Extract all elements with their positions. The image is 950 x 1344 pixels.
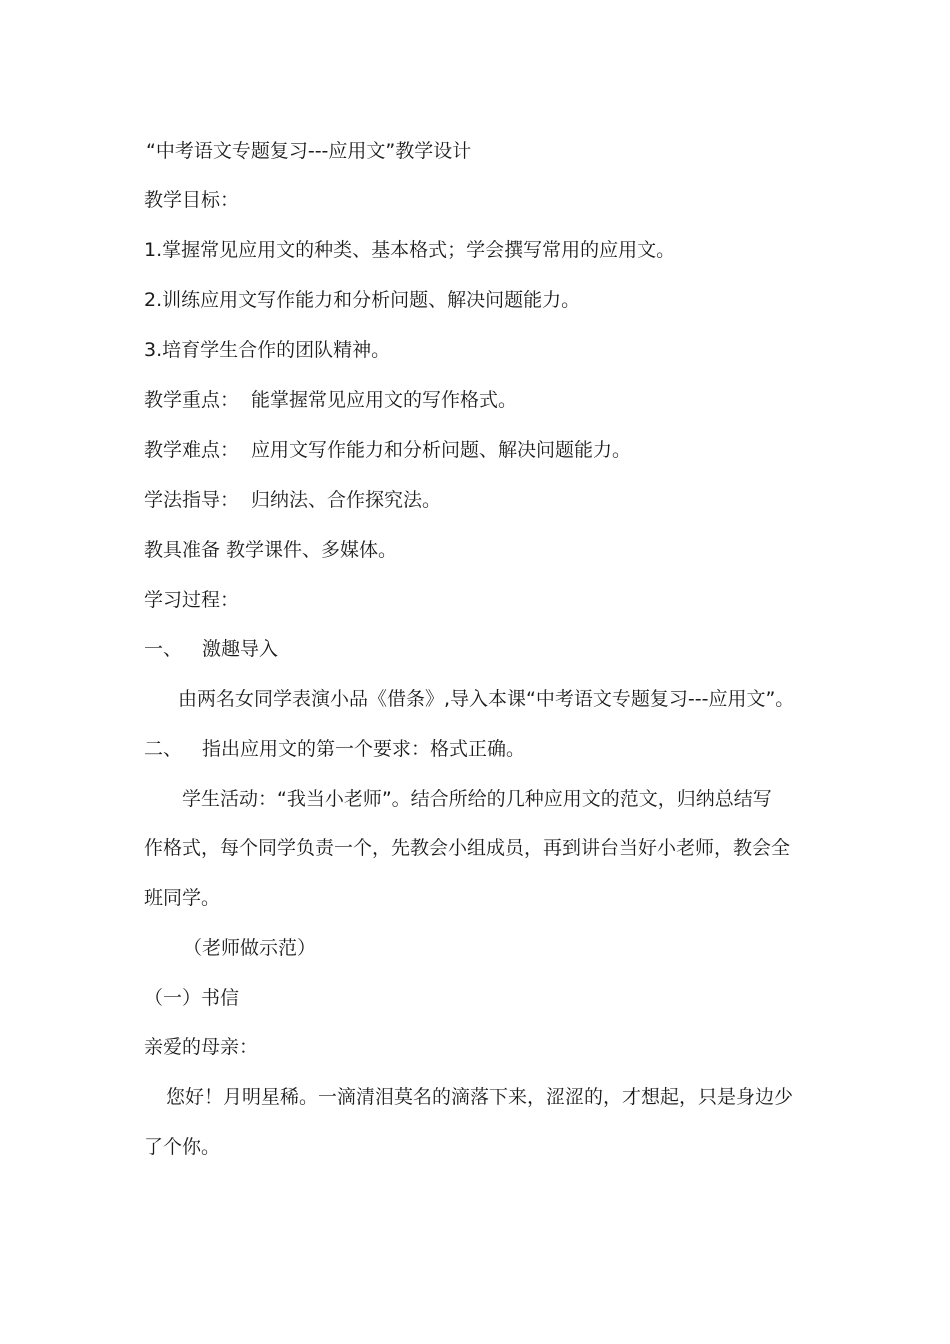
key-point-text: 能掌握常见应用文的写作格式。 bbox=[251, 389, 518, 411]
tools-line: 教具准备 教学课件、多媒体。 bbox=[144, 539, 398, 561]
process-heading: 学习过程： bbox=[144, 589, 240, 611]
method-label: 学法指导： bbox=[144, 489, 240, 511]
document-title: “中考语文专题复习---应用文”教学设计 bbox=[146, 140, 472, 162]
method-row bbox=[144, 487, 441, 513]
activity-line-2: 作格式，每个同学负责一个，先教会小组成员，再到讲台当好小老师，教会全 bbox=[144, 837, 791, 859]
letter-line-1: 您好！月明星稀。一滴清泪莫名的滴落下来，涩涩的，才想起，只是身边少 bbox=[166, 1086, 794, 1108]
letter-heading: （一）书信 bbox=[144, 987, 240, 1009]
section-2-number: 二、 bbox=[144, 738, 183, 760]
section-1-heading bbox=[144, 636, 278, 662]
section-1-body: 由两名女同学表演小品《借条》,导入本课“中考语文专题复习---应用文”。 bbox=[178, 688, 795, 710]
demo-note: （老师做示范） bbox=[183, 937, 317, 959]
goal-item-2: 2.训练应用文写作能力和分析问题、解决问题能力。 bbox=[144, 289, 581, 311]
activity-line-3: 班同学。 bbox=[144, 887, 221, 909]
difficulty-label: 教学难点： bbox=[144, 439, 240, 461]
goal-item-1: 1.掌握常见应用文的种类、基本格式；学会撰写常用的应用文。 bbox=[144, 239, 676, 261]
letter-salutation: 亲爱的母亲： bbox=[144, 1036, 259, 1058]
method-text: 归纳法、合作探究法。 bbox=[251, 489, 442, 511]
key-point-row bbox=[144, 387, 517, 413]
section-1-title: 激趣导入 bbox=[202, 638, 279, 660]
section-2-heading bbox=[144, 736, 525, 762]
difficulty-text: 应用文写作能力和分析问题、解决问题能力。 bbox=[251, 439, 632, 461]
difficulty-row bbox=[144, 437, 631, 463]
letter-line-2: 了个你。 bbox=[144, 1136, 221, 1158]
key-point-label: 教学重点： bbox=[144, 389, 240, 411]
section-2-title: 指出应用文的第一个要求：格式正确。 bbox=[202, 738, 526, 760]
goals-heading: 教学目标： bbox=[144, 189, 240, 211]
activity-line-1: 学生活动：“我当小老师”。结合所给的几种应用文的范文，归纳总结写 bbox=[182, 788, 772, 810]
goal-item-3: 3.培育学生合作的团队精神。 bbox=[144, 339, 391, 361]
section-1-number: 一、 bbox=[144, 638, 183, 660]
